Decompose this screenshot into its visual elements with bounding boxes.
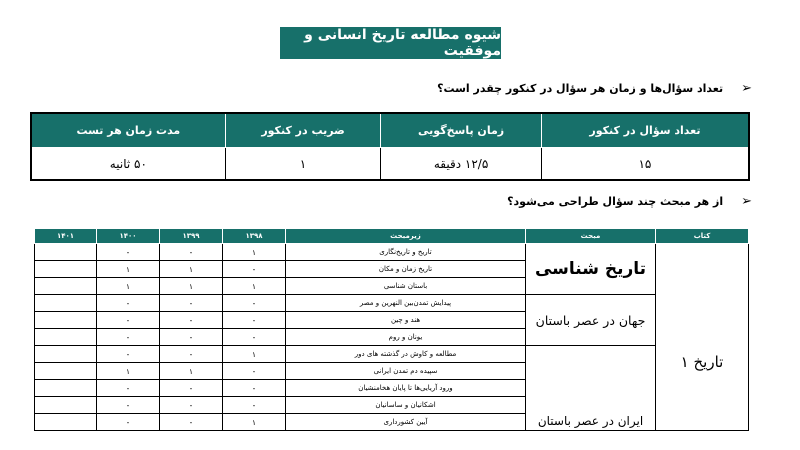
header-1401: ۱۴۰۱ [35,229,97,244]
question-1-text: تعداد سؤال‌ها و زمان هر سؤال در کنکور چقدر است؟ [437,82,724,95]
count-1399: ۱ [160,261,223,278]
count-1400: - [97,295,160,312]
count-1399: - [160,380,223,397]
count-1399: - [160,244,223,261]
count-1400: - [97,346,160,363]
summary-header-row [31,113,749,148]
table-row [35,346,749,363]
topic-cell: تاریخ و تاریخ‌نگاری [286,244,526,261]
header-book: کتاب [656,229,749,244]
count-1399: - [160,312,223,329]
summary-value-row [31,148,749,181]
header-topic: زیرمبحث [286,229,526,244]
count-1401 [35,295,97,312]
count-1400: - [97,329,160,346]
topics-table [34,228,749,431]
subject-cell: ایران در عصر باستان [526,346,656,431]
question-1 [437,81,752,96]
topic-cell: مطالعه و کاوش در گذشته های دور [286,346,526,363]
count-1401 [35,346,97,363]
count-1399: - [160,346,223,363]
count-1400: ۱ [97,261,160,278]
count-1399: ۱ [160,278,223,295]
count-1401 [35,244,97,261]
topic-cell: پیدایش تمدن‌بین النهرین و مصر [286,295,526,312]
book-cell: تاریخ ۱ [656,295,749,431]
count-1400: - [97,244,160,261]
count-1399: - [160,329,223,346]
topic-cell: ورود آریایی‌ها تا پایان هخامنشیان [286,380,526,397]
table-row [35,295,749,312]
count-1399: - [160,295,223,312]
count-1401 [35,380,97,397]
count-1398: ۱ [223,346,286,363]
count-1400: - [97,380,160,397]
count-1401 [35,363,97,380]
count-1400: ۱ [97,363,160,380]
count-1398: ۱ [223,278,286,295]
header-answer-time: زمان پاسخ‌گویی [381,113,542,148]
count-1398: - [223,329,286,346]
topic-cell: سپیده دم تمدن ایرانی [286,363,526,380]
arrow-icon: ➢ [741,194,752,209]
table-row [35,244,749,261]
count-1400: - [97,397,160,414]
value-time-per-test: ۵۰ ثانیه [31,148,225,181]
summary-table [30,112,750,181]
count-1399: - [160,414,223,431]
count-1400: - [97,312,160,329]
question-2 [507,194,752,209]
count-1401 [35,414,97,431]
topic-cell: آیین کشورداری [286,414,526,431]
subject-cell: تاریخ شناسی [526,244,656,295]
count-1398: - [223,363,286,380]
question-2-text: از هر مبحث چند سؤال طراحی می‌شود؟ [507,195,724,208]
count-1398: - [223,397,286,414]
header-question-count: تعداد سؤال در کنکور [541,113,749,148]
count-1399: ۱ [160,363,223,380]
subject-cell: جهان در عصر باستان [526,295,656,346]
count-1398: - [223,312,286,329]
header-coefficient: ضریب در کنکور [225,113,381,148]
count-1401 [35,312,97,329]
book-cell-top [656,244,749,295]
topic-cell: یونان و روم [286,329,526,346]
arrow-icon: ➢ [741,81,752,96]
topic-cell: اشکانیان و ساسانیان [286,397,526,414]
count-1400: - [97,414,160,431]
count-1398: ۱ [223,414,286,431]
topic-cell: باستان شناسی [286,278,526,295]
value-answer-time: ۱۲/۵ دقیقه [381,148,542,181]
count-1398: - [223,380,286,397]
topics-header-row [35,229,749,244]
count-1401 [35,278,97,295]
count-1401 [35,261,97,278]
header-1399: ۱۳۹۹ [160,229,223,244]
value-coefficient: ۱ [225,148,381,181]
page-title: شیوه مطالعه تاریخ انسانی و موفقیت [280,27,501,59]
header-1398: ۱۳۹۸ [223,229,286,244]
count-1398: ۱ [223,244,286,261]
count-1398: - [223,261,286,278]
header-time-per-test: مدت زمان هر تست [31,113,225,148]
topic-cell: تاریخ زمان و مکان [286,261,526,278]
topic-cell: هند و چین [286,312,526,329]
count-1401 [35,397,97,414]
count-1400: ۱ [97,278,160,295]
header-1400: ۱۴۰۰ [97,229,160,244]
value-question-count: ۱۵ [541,148,749,181]
count-1399: - [160,397,223,414]
header-subject: مبحث [526,229,656,244]
count-1401 [35,329,97,346]
count-1398: - [223,295,286,312]
